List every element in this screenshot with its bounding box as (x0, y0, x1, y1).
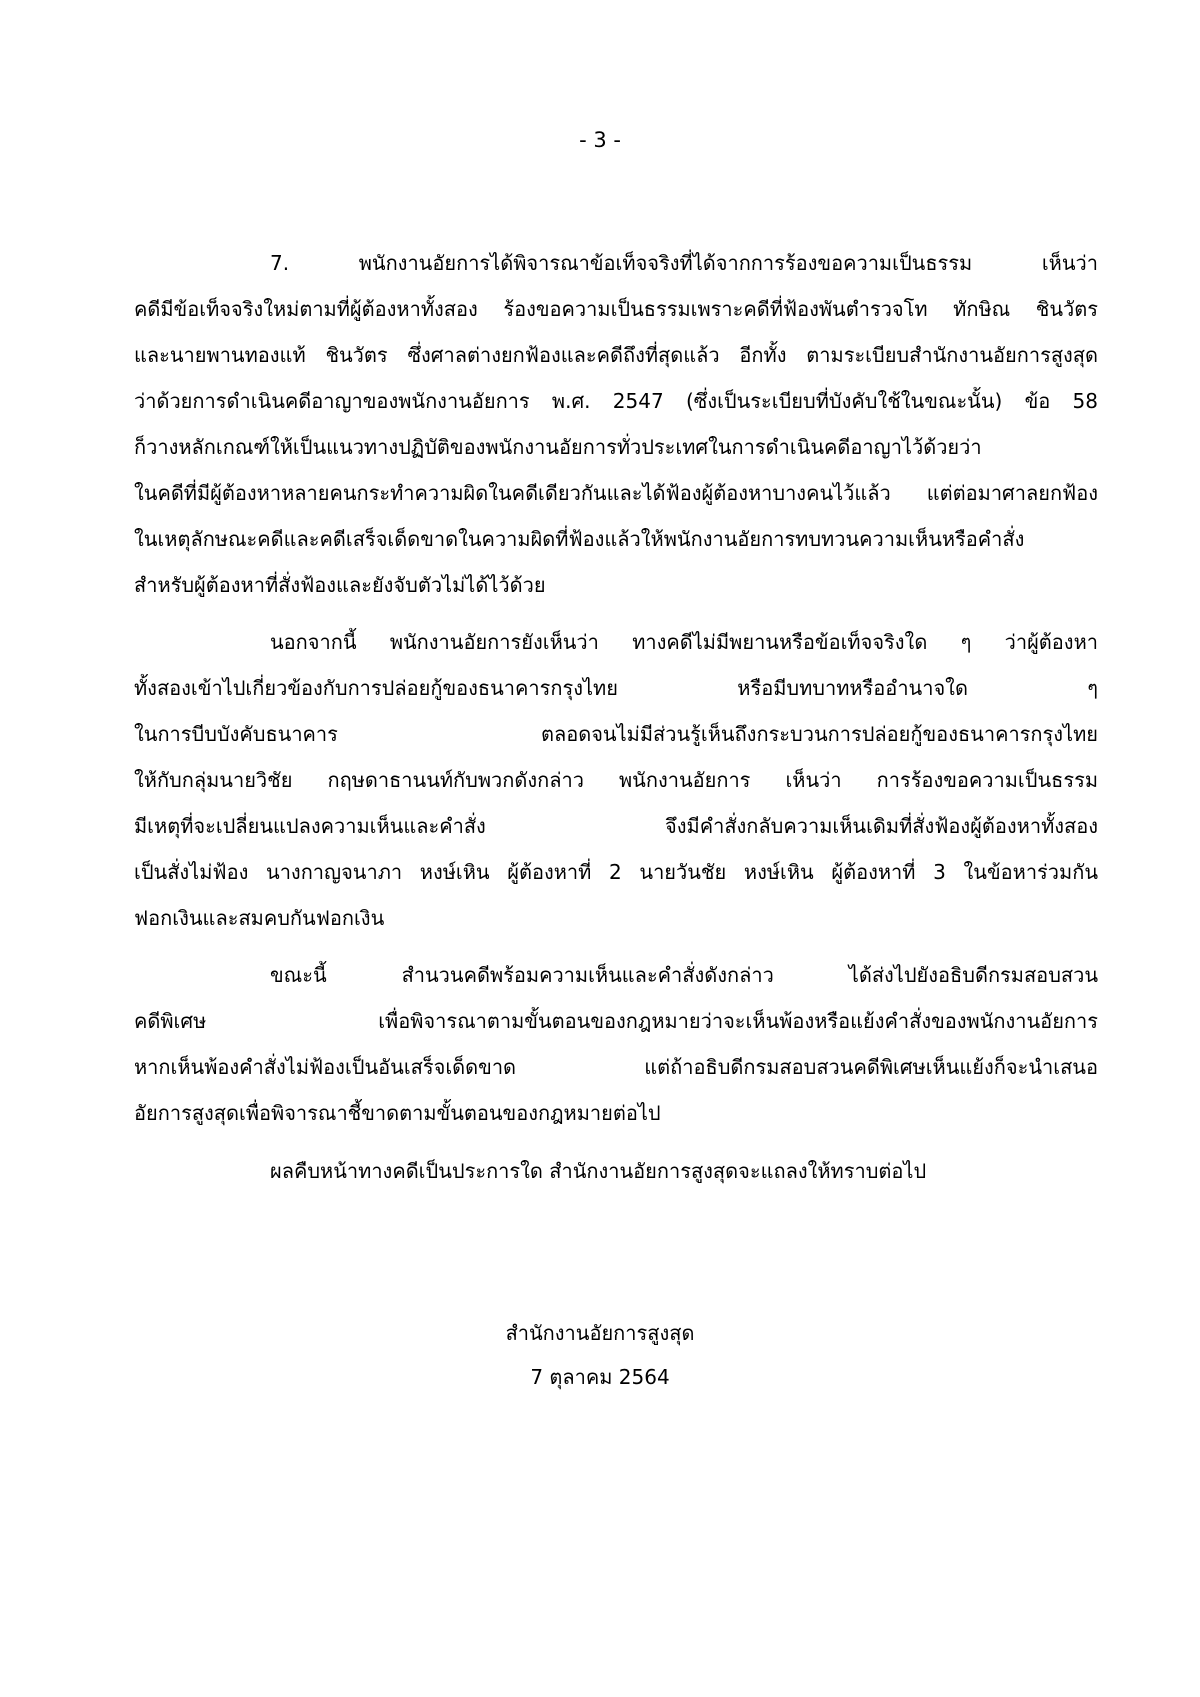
paragraph-additional-findings (134, 619, 1098, 941)
paragraph-line: มีเหตุที่จะเปลี่ยนแปลงความเห็นและคำสั่ง จึงมีคำสั่งกลับความเห็นเดิมที่สั่งฟ้องผู้ต้องหาทั้งสอง (134, 814, 1098, 838)
paragraph-line: ก็วางหลักเกณฑ์ให้เป็นแนวทางปฏิบัติของพนักงานอัยการทั่วประเทศในการดำเนินคดีอาญาไว้ด้วยว่า (134, 435, 982, 459)
paragraph-line: อัยการสูงสุดเพื่อพิจารณาชี้ขาดตามขั้นตอนของกฎหมายต่อไป (134, 1101, 661, 1125)
paragraph-line: หากเห็นพ้องคำสั่งไม่ฟ้องเป็นอันเสร็จเด็ดขาด แต่ถ้าอธิบดีกรมสอบสวนคดีพิเศษเห็นแย้งก็จะนำเสนอ (134, 1055, 1098, 1079)
paragraph-current-status (134, 952, 1098, 1136)
paragraph-line: ว่าด้วยการดำเนินคดีอาญาของพนักงานอัยการ พ.ศ. 2547 (ซึ่งเป็นระเบียบที่บังคับใช้ในขณะนั้น) ข้อ 58 (134, 389, 1098, 413)
paragraph-line: คดีพิเศษ เพื่อพิจารณาตามขั้นตอนของกฎหมายว่าจะเห็นพ้องหรือแย้งคำสั่งของพนักงานอัยการ (134, 1009, 1098, 1033)
paragraph-line: สำหรับผู้ต้องหาที่สั่งฟ้องและยังจับตัวไม่ได้ไว้ด้วย (134, 573, 546, 597)
paragraph-line: ในคดีที่มีผู้ต้องหาหลายคนกระทำความผิดในคดีเดียวกันและได้ฟ้องผู้ต้องหาบางคนไว้แล้ว แต่ต่อมาศาลยกฟ้อง (134, 481, 1098, 505)
paragraph-7-case-review (134, 240, 1098, 608)
paragraph-closing-statement (134, 1148, 1098, 1194)
signature-block (0, 1311, 1200, 1399)
issue-date: 7 ตุลาคม 2564 (530, 1365, 670, 1389)
paragraph-line: ให้กับกลุ่มนายวิชัย กฤษดาธานนท์กับพวกดังกล่าว พนักงานอัยการ เห็นว่า การร้องขอความเป็นธรรม (134, 768, 1098, 792)
paragraph-line: ผลคืบหน้าทางคดีเป็นประการใด สำนักงานอัยการสูงสุดจะแถลงให้ทราบต่อไป (270, 1159, 927, 1183)
document-body (134, 240, 1098, 1194)
paragraph-line: นอกจากนี้ พนักงานอัยการยังเห็นว่า ทางคดีไม่มีพยานหรือข้อเท็จจริงใด ๆ ว่าผู้ต้องหา (270, 630, 1098, 654)
page-number: - 3 - (579, 128, 621, 152)
paragraph-line: และนายพานทองแท้ ชินวัตร ซึ่งศาลต่างยกฟ้องและคดีถึงที่สุดแล้ว อีกทั้ง ตามระเบียบสำนักงานอัยการสูงสุด (134, 343, 1098, 367)
paragraph-line: เป็นสั่งไม่ฟ้อง นางกาญจนาภา หงษ์เหิน ผู้ต้องหาที่ 2 นายวันชัย หงษ์เหิน ผู้ต้องหาที่ 3 ในข้อหาร่วมกัน (134, 860, 1098, 884)
paragraph-line: คดีมีข้อเท็จจริงใหม่ตามที่ผู้ต้องหาทั้งสอง ร้องขอความเป็นธรรมเพราะคดีที่ฟ้องพันตำรวจโท ทักษิณ ชินวัตร (134, 297, 1098, 321)
issuing-office: สำนักงานอัยการสูงสุด (505, 1321, 695, 1345)
paragraph-line: ขณะนี้ สำนวนคดีพร้อมความเห็นและคำสั่งดังกล่าว ได้ส่งไปยังอธิบดีกรมสอบสวน (270, 963, 1098, 987)
paragraph-line: ในการบีบบังคับธนาคาร ตลอดจนไม่มีส่วนรู้เห็นถึงกระบวนการปล่อยกู้ของธนาคารกรุงไทย (134, 722, 1098, 746)
paragraph-line: ในเหตุลักษณะคดีและคดีเสร็จเด็ดขาดในความผิดที่ฟ้องแล้วให้พนักงานอัยการทบทวนความเห็นหรือคำสั่ง (134, 527, 1025, 551)
paragraph-line: ทั้งสองเข้าไปเกี่ยวข้องกับการปล่อยกู้ของธนาคารกรุงไทย หรือมีบทบาทหรืออำนาจใด ๆ (134, 676, 1098, 700)
paragraph-line: ฟอกเงินและสมคบกันฟอกเงิน (134, 906, 385, 930)
paragraph-line: 7. พนักงานอัยการได้พิจารณาข้อเท็จจริงที่ได้จากการร้องขอความเป็นธรรม เห็นว่า (270, 251, 1098, 275)
